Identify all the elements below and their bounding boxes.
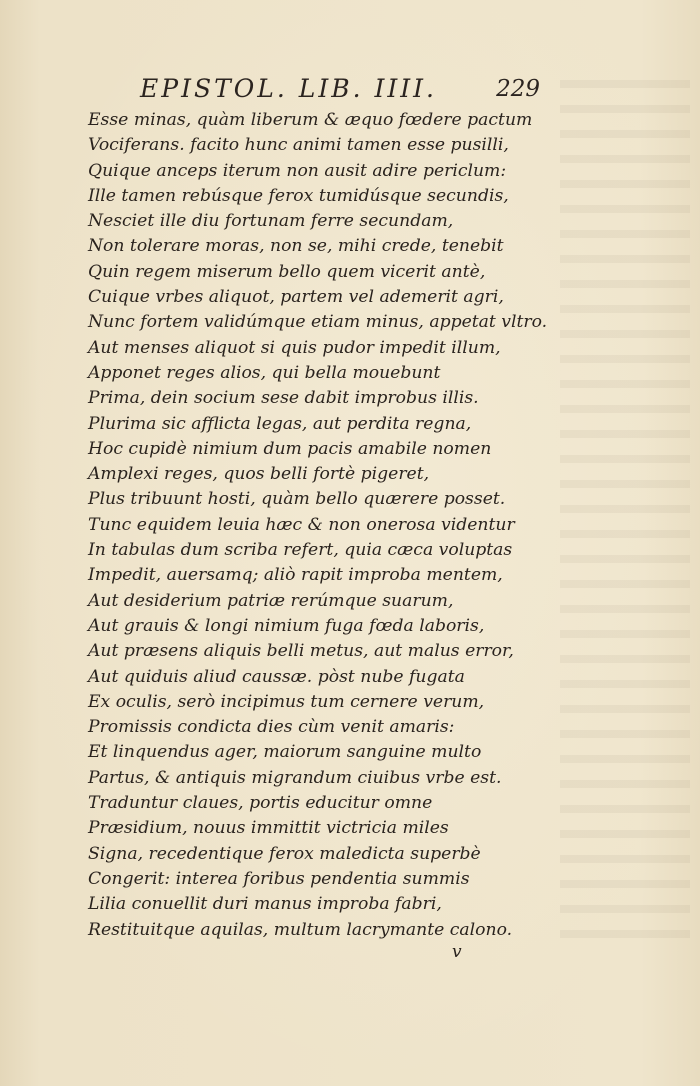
verse-line: Restituitque aquilas, multum lacrymante calono.: [88, 919, 513, 940]
verse-line: Plus tribuunt hosti, quàm bello quærere posset.: [88, 489, 506, 510]
catchword: v: [452, 942, 462, 962]
running-title: EPISTOL. LIB. IIII.: [140, 74, 437, 103]
verse-line: Promissis condicta dies cùm venit amaris:: [88, 717, 455, 738]
verse-line: Traduntur claues, portis educitur omne: [88, 793, 433, 814]
verse-line: Apponet reges alios, qui bella mouebunt: [88, 362, 441, 383]
verse-line: Præsidium, nouus immittit victricia miles: [88, 818, 449, 839]
verse-line: Ille tamen rebúsque ferox tumidúsque secundis,: [88, 185, 509, 206]
verse-line: Aut desiderium patriæ rerúmque suarum,: [88, 590, 454, 611]
verse-line: Aut quiduis aliud caussæ. pòst nube fugata: [88, 666, 465, 687]
verse-line: Quique anceps iterum non ausit adire periclum:: [88, 160, 507, 181]
verse-line: Lilia conuellit duri manus improba fabri,: [88, 894, 442, 915]
verse-block: [88, 108, 558, 943]
verse-line: Nunc fortem validúmque etiam minus, appetat vltro.: [88, 312, 548, 333]
verse-line: Nesciet ille diu fortunam ferre secundam,: [88, 211, 454, 232]
page-number: 229: [496, 76, 540, 102]
verse-line: Aut præsens aliquis belli metus, aut malus error,: [88, 641, 514, 662]
verse-line: Prima, dein socium sese dabit improbus illis.: [88, 388, 479, 409]
verse-line: In tabulas dum scriba refert, quia cæca voluptas: [88, 540, 513, 561]
verse-line: Quin regem miserum bello quem vicerit antè,: [88, 261, 486, 282]
verse-line: Esse minas, quàm liberum & æquo fœdere pactum: [88, 110, 533, 130]
verse-line: Partus, & antiquis migrandum ciuibus vrbe est.: [88, 767, 502, 788]
verse-line: Impedit, auersamq; aliò rapit improba mentem,: [88, 565, 503, 586]
verse-line: Congerit: interea foribus pendentia summis: [88, 868, 470, 889]
verse-line: Tunc equidem leuia hæc & non onerosa videntur: [88, 514, 515, 535]
verse-line: Hoc cupidè nimium dum pacis amabile nomen: [88, 438, 492, 459]
verse-line: Aut menses aliquot si quis pudor impedit illum,: [88, 337, 501, 358]
verse-line: Plurima sic afflicta legas, aut perdita regna,: [88, 413, 472, 434]
running-header: [140, 70, 540, 110]
verse-line: Cuique vrbes aliquot, partem vel ademerit agri,: [88, 287, 504, 308]
show-through-text: [560, 80, 690, 940]
verse-line: Vociferans. facito hunc animi tamen esse pusilli,: [88, 135, 509, 156]
verse-line: Aut grauis & longi nimium fuga fœda laboris,: [88, 615, 485, 636]
verse-line: Non tolerare moras, non se, mihi crede, tenebit: [88, 236, 504, 257]
verse-line: Signa, recedentique ferox maledicta superbè: [88, 843, 481, 864]
verse-line: Ex oculis, serò incipimus tum cernere verum,: [88, 691, 485, 712]
verse-line: Amplexi reges, quos belli fortè pigeret,: [88, 464, 430, 485]
verse-line: Et linquendus ager, maiorum sanguine multo: [88, 742, 482, 763]
